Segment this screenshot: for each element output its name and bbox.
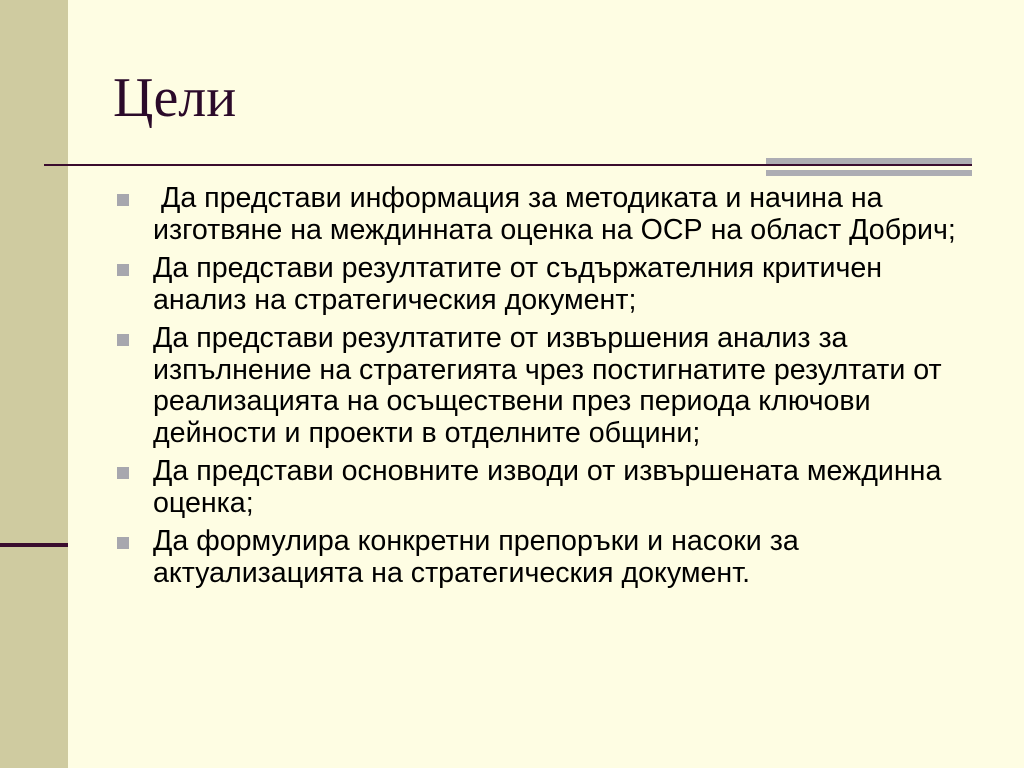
square-bullet-icon (117, 537, 129, 549)
accent-bar-top (766, 158, 972, 164)
bullet-item (113, 456, 983, 519)
square-bullet-icon (117, 194, 129, 206)
left-decorative-band (0, 0, 68, 768)
bullet-item (113, 183, 983, 246)
bullet-item (113, 526, 983, 589)
bullet-list (113, 183, 983, 596)
bullet-text: Да представи основните изводи от извършената междинна оценка; (153, 455, 942, 519)
bullet-text: Да представи резултатите от извършения анализ за изпълнение на стратегията чрез постигнатите резултати от реализацията на осъществени през периода ключови дейности и проекти в отделните общини; (153, 322, 942, 449)
bullet-text: Да представи резултатите от съдържателния критичен анализ на стратегическия документ; (153, 252, 883, 316)
bullet-text: Да формулира конкретни препоръки и насоки за актуализацията на стратегическия документ. (153, 525, 799, 589)
square-bullet-icon (117, 467, 129, 479)
title-underline (44, 164, 972, 166)
square-bullet-icon (117, 334, 129, 346)
bullet-text: Да представи информация за методиката и начина на изготвяне на междинната оценка на ОСР на област Добрич; (153, 182, 956, 246)
left-band-divider (0, 543, 68, 547)
accent-bar-bottom (766, 170, 972, 176)
bullet-item (113, 253, 983, 316)
bullet-item (113, 323, 983, 449)
slide-title: Цели (113, 67, 237, 129)
square-bullet-icon (117, 264, 129, 276)
